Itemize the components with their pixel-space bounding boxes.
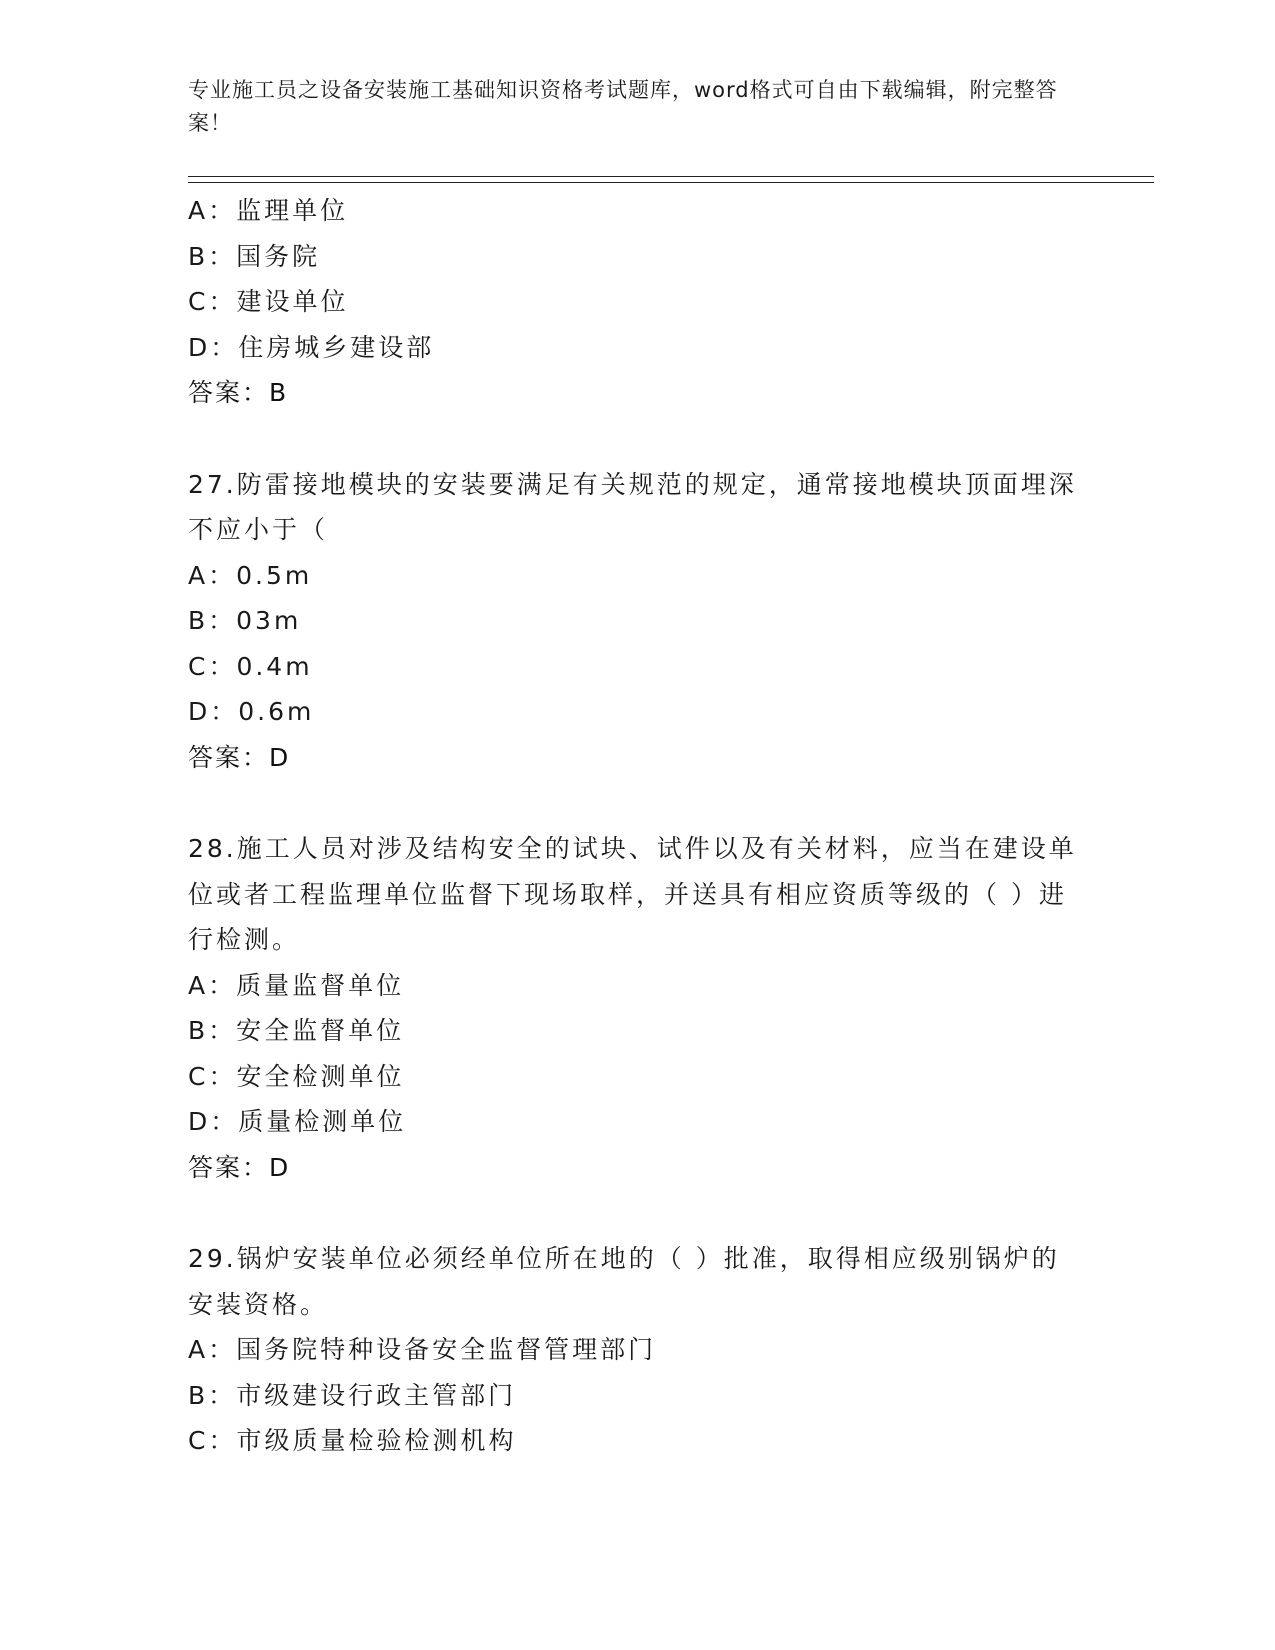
answer: 答案：D <box>188 1152 291 1182</box>
answer: 答案：D <box>188 742 291 772</box>
option-c: C：安全检测单位 <box>188 1061 405 1091</box>
option-c: C：建设单位 <box>188 287 349 316</box>
option-a: A：国务院特种设备安全监督管理部门 <box>188 1335 657 1364</box>
option-a: A：监理单位 <box>188 196 349 225</box>
spacer <box>188 416 1088 462</box>
answer: 答案：B <box>188 378 289 407</box>
option-b: B：安全监督单位 <box>188 1016 405 1045</box>
header-divider-top <box>188 176 1154 177</box>
option-c: C：市级质量检验检测机构 <box>188 1426 517 1455</box>
question-stem: 28.施工人员对涉及结构安全的试块、试件以及有关材料，应当在建设单位或者工程监理单位监督下现场取样，并送具有相应资质等级的（ ）进行检测。 <box>188 834 1077 954</box>
option-c: C：0.4m <box>188 651 313 681</box>
question-list <box>188 188 1088 1464</box>
question-29 <box>188 1236 1088 1464</box>
option-a: A：质量监督单位 <box>188 970 405 1000</box>
option-b: B：市级建设行政主管部门 <box>188 1380 517 1410</box>
document-header: 专业施工员之设备安装施工基础知识资格考试题库，word格式可自由下载编辑，附完整答案！ <box>188 78 1058 135</box>
spacer <box>188 780 1088 826</box>
question-28 <box>188 826 1088 1190</box>
option-a: A：0.5m <box>188 560 313 590</box>
option-d: D：质量检测单位 <box>188 1107 407 1136</box>
question-stem: 27.防雷接地模块的安装要满足有关规范的规定，通常接地模块顶面埋深不应小于（ <box>188 469 1077 544</box>
option-b: B：03m <box>188 606 302 635</box>
option-b: B：国务院 <box>188 241 321 271</box>
option-d: D：住房城乡建设部 <box>188 332 435 362</box>
question-27 <box>188 462 1088 781</box>
question-26 <box>188 188 1088 416</box>
header-divider-bottom <box>188 182 1154 183</box>
spacer <box>188 1190 1088 1236</box>
question-stem: 29.锅炉安装单位必须经单位所在地的（ ）批准，取得相应级别锅炉的安装资格。 <box>188 1244 1060 1319</box>
option-d: D：0.6m <box>188 697 315 726</box>
